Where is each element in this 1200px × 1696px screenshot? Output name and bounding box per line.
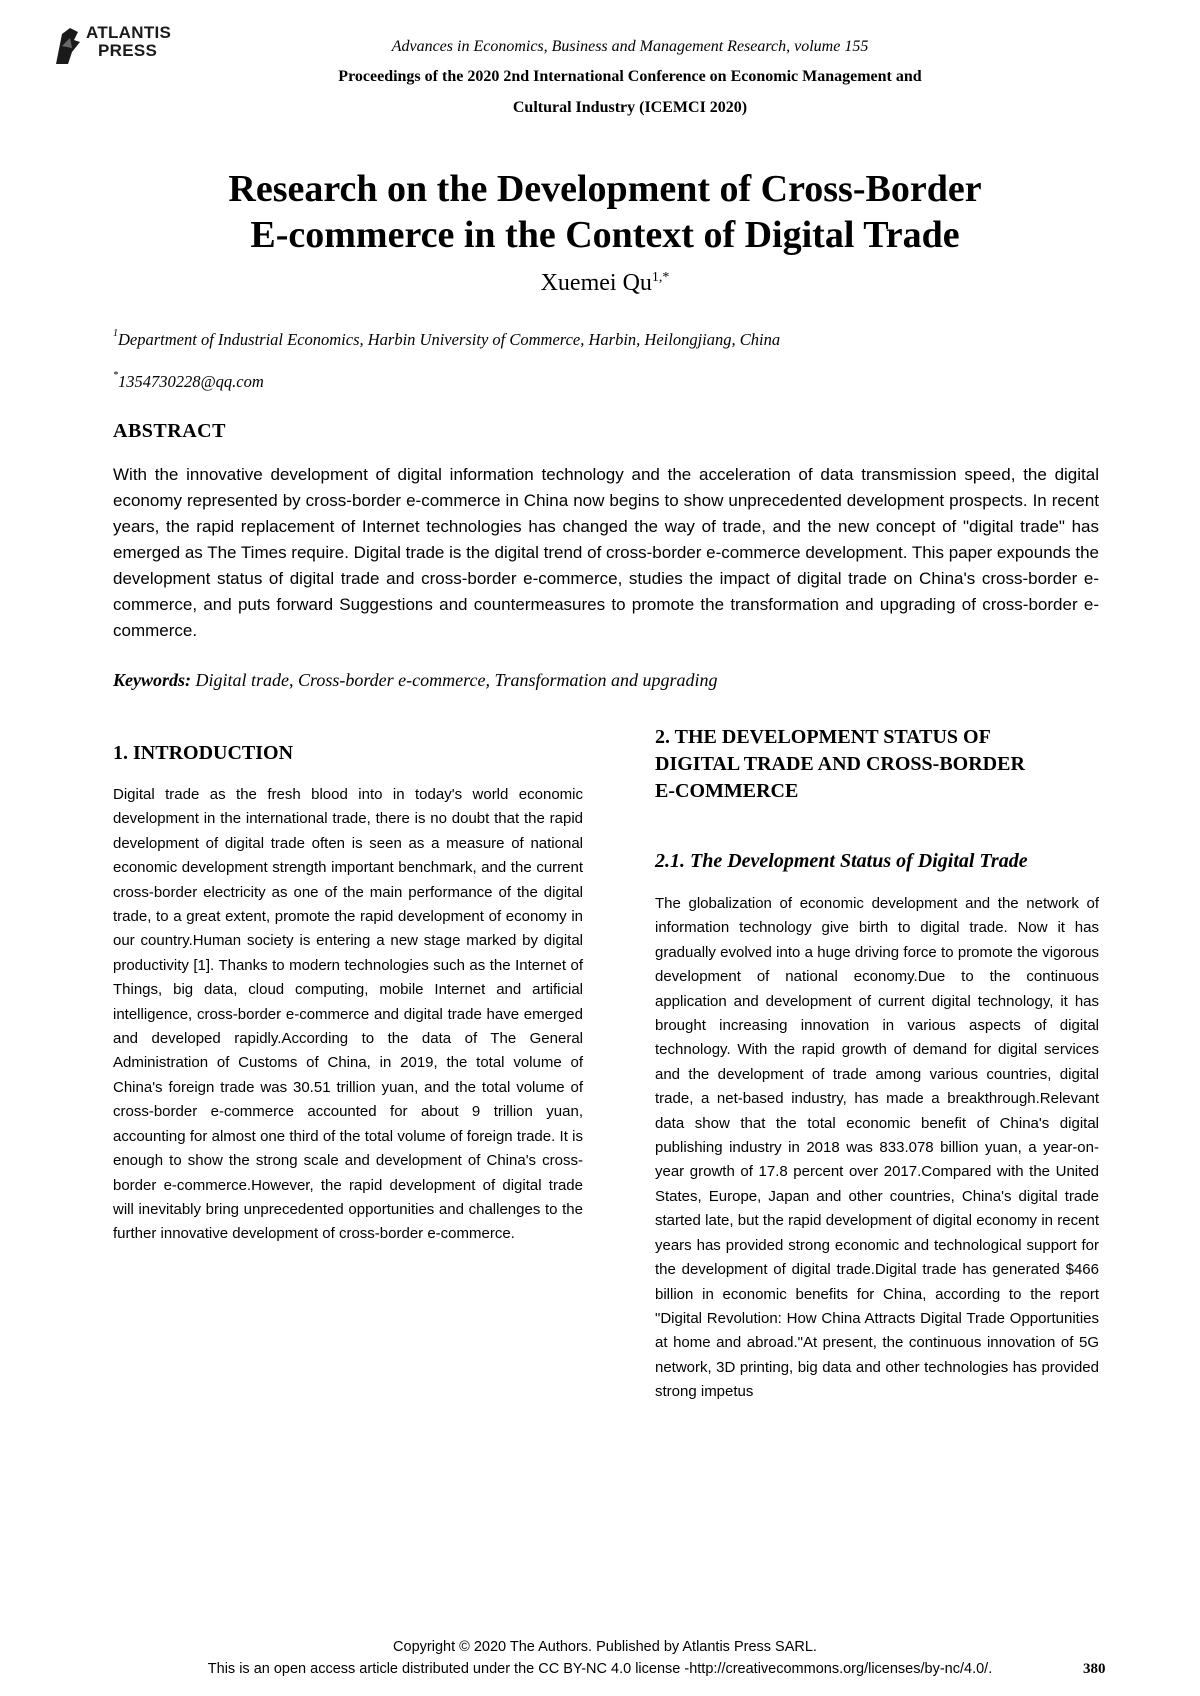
logo-text-press: PRESS — [98, 41, 158, 60]
proceedings-line-1: Proceedings of the 2020 2nd International Conference on Economic Management and — [338, 68, 922, 85]
keywords — [113, 670, 718, 691]
keywords-text: Digital trade, Cross-border e-commerce, Transformation and upgrading — [195, 670, 718, 690]
author — [100, 270, 1110, 297]
proceedings-line-2: Cultural Industry (ICEMCI 2020) — [512, 99, 748, 116]
affiliation — [113, 330, 780, 350]
keywords-label: Keywords: — [113, 670, 191, 690]
abstract-heading: ABSTRACT — [113, 420, 226, 442]
section-2-heading-line-1: 2. THE DEVELOPMENT STATUS OF — [655, 726, 991, 748]
series-title: Advances in Economics, Business and Management Research, volume 155 — [391, 38, 869, 55]
affiliation-text: Department of Industrial Economics, Harbin University of Commerce, Harbin, Heilongjiang, China — [118, 330, 781, 349]
copyright-notice: Copyright © 2020 The Authors. Published by Atlantis Press SARL. — [393, 1639, 817, 1655]
author-name: Xuemei Qu — [540, 270, 652, 296]
section-2-heading-line-2: DIGITAL TRADE AND CROSS-BORDER — [655, 753, 1025, 775]
affiliation-superscript: 1 — [113, 328, 118, 339]
email-text: 1354730228@qq.com — [118, 372, 264, 391]
atlantis-press-logo-icon — [50, 26, 84, 66]
corresponding-email — [113, 372, 264, 392]
page-number: 380 — [1083, 1661, 1106, 1677]
abstract-text: With the innovative development of digital information technology and the acceleration of data transmission speed, the digital economy represented by cross-border e-commerce in China now begins to show unprecedented development prospects. In recent years, the rapid replacement of Internet technologies has changed the way of trade, and the new concept of "digital trade" has emerged as The Times require. Digital trade is the digital trend of cross-border e-commerce development. This paper expounds the development status of digital trade and cross-border e-commerce, studies the impact of digital trade on China's cross-border e-commerce, and puts forward Suggestions and countermeasures to promote the transformation and upgrading of cross-border e-commerce. — [113, 465, 1099, 640]
section-2-heading — [655, 724, 1115, 805]
license-notice: This is an open access article distributed under the CC BY-NC 4.0 license -http://creativecommons.org/licenses/by-nc/4.0/. — [207, 1661, 993, 1677]
paper-title — [100, 166, 1110, 258]
section-2-1-text: The globalization of economic development and the network of information technology give birth to digital trade. Now it has gradually evolved into a huge driving force to promote the vigorous development of national economy.Due to the continuous application and development of current digital technology, it has brought increasing innovation in various aspects of digital technology. With the rapid growth of demand for digital services and the development of trade among various countries, digital trade, a net-based industry, has made a breakthrough.Relevant data show that the total economic benefit of China's digital publishing industry in 2018 was 833.078 billion yuan, a year-on-year growth of 17.8 percent over 2017.Compared with the United States, Europe, Japan and other countries, China's digital trade started late, but the rapid development of digital economy in recent years has provided strong economic and technological support for the development of digital trade.Digital trade has generated $466 billion in economic benefits for China, according to the report "Digital Revolution: How China Attracts Digital Trade Opportunities at home and abroad."At present, the continuous innovation of 5G network, 3D printing, big data and other technologies has provided strong impetus — [655, 895, 1099, 1401]
section-1-heading: 1. INTRODUCTION — [113, 742, 294, 764]
section-2-1-heading: 2.1. The Development Status of Digital Trade — [655, 850, 1028, 872]
paper-title-line-1: Research on the Development of Cross-Border — [228, 168, 982, 210]
section-1-text: Digital trade as the fresh blood into in today's world economic development in the international trade, there is no doubt that the rapid development of digital trade often is seen as a measure of national economic development strength important benchmark, and the current cross-border electricity as one of the main performance of the digital trade, to a great extent, promote the rapid development of economy in our country.Human society is entering a new stage marked by digital productivity [1]. Thanks to modern technologies such as the Internet of Things, big data, cloud computing, mobile Internet and artificial intelligence, cross-border e-commerce and digital trade have emerged and developed rapidly.According to the data of The General Administration of Customs of China, in 2019, the total volume of China's foreign trade was 30.51 trillion yuan, and the total volume of cross-border e-commerce accounted for about 9 trillion yuan, accounting for almost one third of the total volume of foreign trade. It is enough to show the strong scale and development of China's cross-border e-commerce.However, the rapid development of digital trade will inevitably bring unprecedented opportunities and challenges to the further innovative development of cross-border e-commerce. — [113, 786, 583, 1243]
logo-text-atlantis: ATLANTIS — [86, 23, 172, 42]
email-superscript: * — [113, 370, 118, 381]
section-2-heading-line-3: E-COMMERCE — [655, 780, 799, 802]
author-superscript: 1,* — [651, 270, 670, 285]
paper-title-line-2: E-commerce in the Context of Digital Trade — [250, 214, 960, 256]
